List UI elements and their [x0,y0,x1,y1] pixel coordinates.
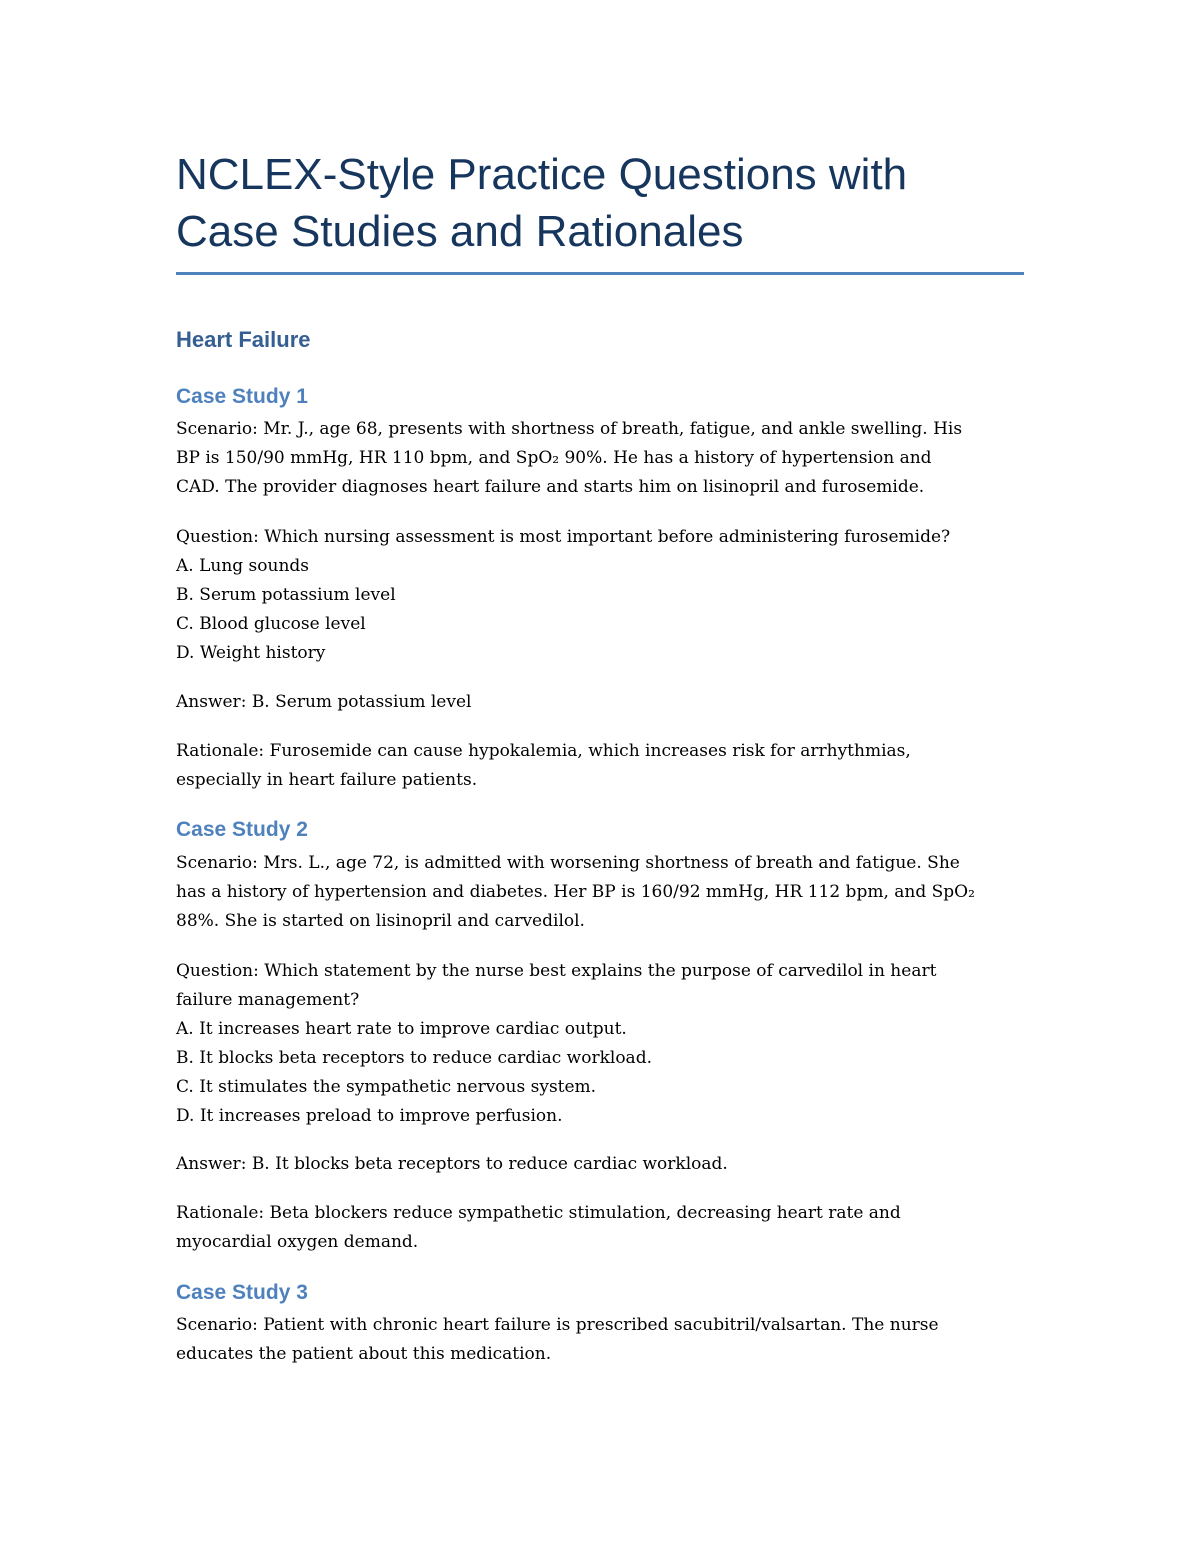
answer-option: C. Blood glucose level [176,614,366,634]
case-study-question [176,523,1026,668]
scenario-line: educates the patient about this medication. [176,1344,552,1364]
question-line: Question: Which nursing assessment is most important before administering furosemide? [176,527,951,547]
case-study-answer: Answer: B. It blocks beta receptors to reduce cardiac workload. [176,1154,728,1174]
case-study-rationale [176,737,1026,795]
case-study-scenario [176,1311,1026,1369]
case-study-scenario [176,415,1026,502]
answer-option: A. Lung sounds [176,556,310,576]
scenario-line: has a history of hypertension and diabetes. Her BP is 160/92 mmHg, HR 112 bpm, and SpO₂ [176,882,975,902]
case-study-answer: Answer: B. Serum potassium level [176,692,472,712]
answer-option: A. It increases heart rate to improve cardiac output. [176,1019,627,1039]
case-study-heading: Case Study 3 [176,1281,308,1304]
rationale-line: myocardial oxygen demand. [176,1232,419,1252]
case-study-question [176,957,1026,1131]
question-line: failure management? [176,990,360,1010]
document-title-line: NCLEX-Style Practice Questions with [176,150,908,199]
scenario-line: CAD. The provider diagnoses heart failure and starts him on lisinopril and furosemide. [176,477,925,497]
title-underline-divider [176,272,1024,275]
answer-option: D. Weight history [176,643,326,663]
scenario-line: Scenario: Mrs. L., age 72, is admitted with worsening shortness of breath and fatigue. She [176,853,960,873]
answer-option: C. It stimulates the sympathetic nervous system. [176,1077,597,1097]
case-study-rationale [176,1199,1026,1257]
rationale-line: especially in heart failure patients. [176,770,478,790]
case-study-heading: Case Study 1 [176,385,308,408]
rationale-line: Rationale: Furosemide can cause hypokalemia, which increases risk for arrhythmias, [176,741,911,761]
scenario-line: Scenario: Patient with chronic heart failure is prescribed sacubitril/valsartan. The nurse [176,1315,939,1335]
case-study-heading: Case Study 2 [176,818,308,841]
answer-option: B. It blocks beta receptors to reduce cardiac workload. [176,1048,652,1068]
document-title [176,146,1026,260]
answer-option: B. Serum potassium level [176,585,396,605]
scenario-line: Scenario: Mr. J., age 68, presents with shortness of breath, fatigue, and ankle swelling. His [176,419,963,439]
case-study-scenario [176,849,1026,936]
section-heading: Heart Failure [176,327,311,352]
answer-option: D. It increases preload to improve perfusion. [176,1106,563,1126]
document-title-line: Case Studies and Rationales [176,207,744,256]
scenario-line: 88%. She is started on lisinopril and carvedilol. [176,911,585,931]
question-line: Question: Which statement by the nurse best explains the purpose of carvedilol in heart [176,961,937,981]
rationale-line: Rationale: Beta blockers reduce sympathetic stimulation, decreasing heart rate and [176,1203,901,1223]
scenario-line: BP is 150/90 mmHg, HR 110 bpm, and SpO₂ 90%. He has a history of hypertension and [176,448,932,468]
